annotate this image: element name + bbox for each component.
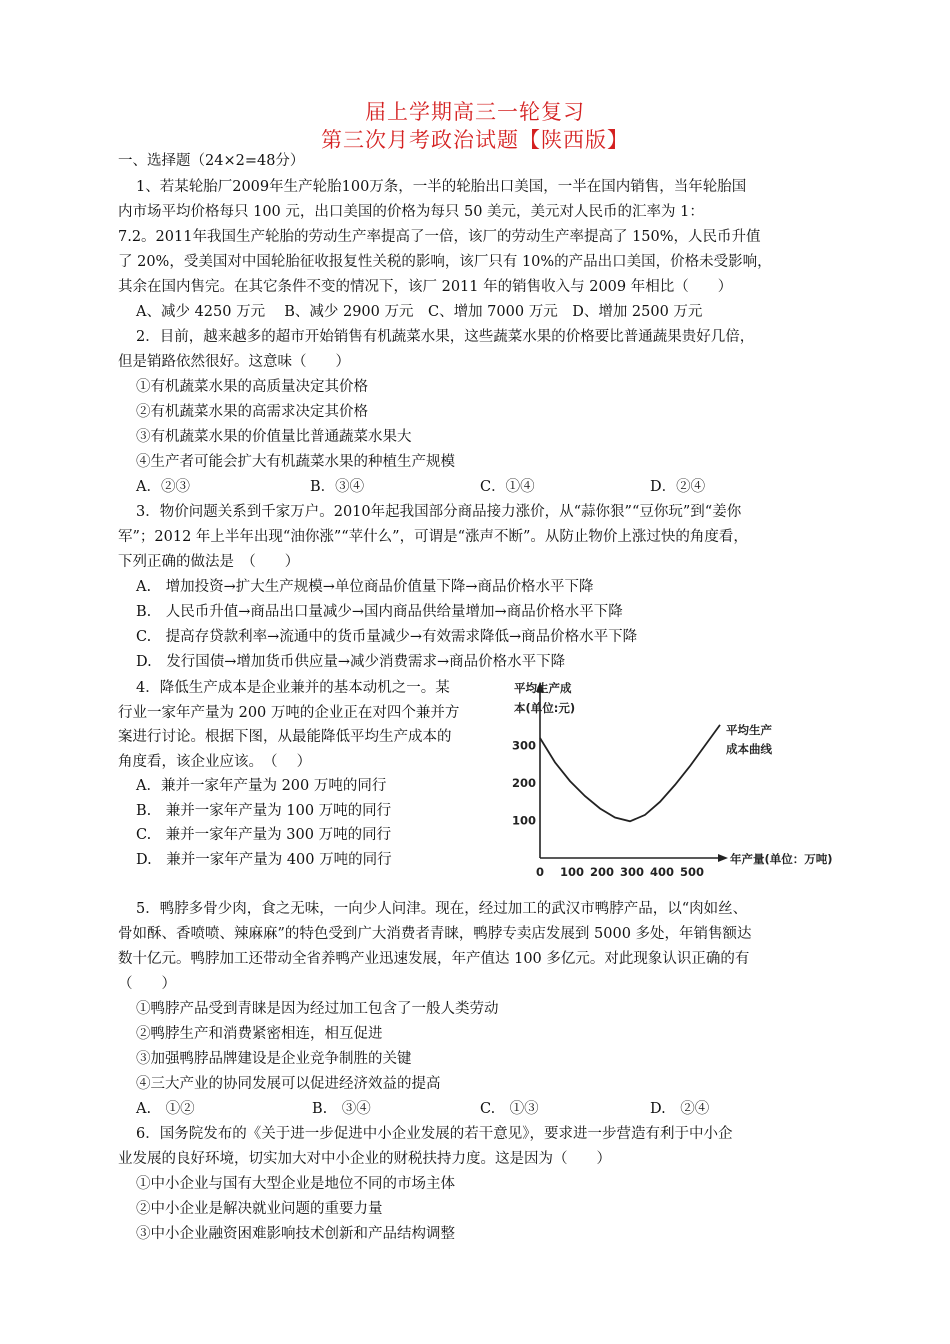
q4-option-a: A．兼并一家年产量为 200 万吨的同行 [136,778,387,794]
q6-line: 业发展的良好环境，切实加大对中小企业的财税扶持力度。这是因为（ ） [118,1151,611,1167]
x-tick-label: 500 [680,865,705,879]
q4-line: 角度看，该企业应该。 （ ） [118,753,312,770]
q1-line: 其余在国内售完。在其它条件不变的情况下，该厂 2011 年的销售收入与 2009 年相比（ ） [118,279,733,295]
q1-line: 1、若某轮胎厂2009年生产轮胎100万条，一半的轮胎出口美国，一半在国内销售，当年轮胎国 [136,179,747,195]
q2-option-a: A．②③ [136,479,190,495]
q3-line: 3．物价问题关系到千家万户。2010年起我国部分商品接力涨价，从“蒜你狠”“豆你玩”到“姜你 [136,504,742,520]
q6-line: 6．国务院发布的《关于进一步促进中小企业发展的若干意见》，要求进一步营造有利于中小企 [136,1126,733,1142]
q2-item: ①有机蔬菜水果的高质量决定其价格 [136,379,368,395]
x-axis-arrow [718,854,728,862]
average-cost-curve [540,725,720,821]
q5-option-b: B. ③④ [312,1101,371,1117]
q4-line: 4．降低生产成本是企业兼并的基本动机之一。某 [136,680,450,696]
q5-item: ②鸭脖生产和消费紧密相连，相互促进 [136,1026,383,1042]
q6-item: ②中小企业是解决就业问题的重要力量 [136,1201,383,1217]
q5-item: ④三大产业的协同发展可以促进经济效益的提高 [136,1076,441,1092]
q2-option-c: C．①④ [480,479,535,495]
x-tick-label: 400 [650,865,675,879]
q1-line: 了 20%，受美国对中国轮胎征收报复性关税的影响，该厂只有 10%的产品出口美国，价格未受影响， [118,254,772,270]
section-heading: 一、选择题（24×2=48分） [118,153,305,169]
q4-line: 行业一家年产量为 200 万吨的企业正在对四个兼并方 [118,704,460,721]
q4-option-b: B. 兼并一家年产量为 100 万吨的同行 [136,802,392,819]
q4-option-d: D. 兼并一家年产量为 400 万吨的同行 [136,851,392,868]
curve-label: 平均生产 [726,723,772,737]
q2-option-b: B．③④ [310,479,365,495]
q4-line: 案进行讨论。根据下图，从最能降低平均生产成本的 [118,729,452,745]
q5-option-d: D. ②④ [650,1101,710,1117]
y-tick-label: 100 [512,813,537,828]
q3-option-c: C. 提高存贷款利率→流通中的货币量减少→有效需求降低→商品价格水平下降 [136,629,638,645]
q5-line: （ ） [118,976,176,992]
q3-line: 军”；2012 年上半年出现“油你涨”“苹什么”，可谓是“涨声不断”。从防止物价上涨过快的角度看， [118,529,748,545]
q5-option-c: C. ①③ [480,1101,539,1117]
q4-option-c: C. 兼并一家年产量为 300 万吨的同行 [136,827,392,843]
y-tick-label: 300 [512,738,537,753]
q2-item: ③有机蔬菜水果的价值量比普通蔬菜水果大 [136,429,412,445]
q2-line: 2．目前，越来越多的超市开始销售有机蔬菜水果，这些蔬菜水果的价格要比普通蔬果贵好几倍， [136,329,755,345]
question-4 [118,676,503,872]
title-line-1: 届上学期高三一轮复习 [365,100,585,124]
q5-line: 5．鸭脖多骨少肉，食之无味，一向少人问津。现在，经过加工的武汉市鸭脖产品，以“肉如丝、 [136,901,748,917]
q1-options: A、减少 4250 万元 B、减少 2900 万元 C、增加 7000 万元 D、增加 2500 万元 [136,304,703,320]
x-tick-label: 200 [590,865,615,879]
q5-item: ③加强鸭脖品牌建设是企业竞争制胜的关键 [136,1051,412,1067]
title-line-2: 第三次月考政治试题【陕西版】 [321,128,629,152]
x-tick-label: 100 [560,865,585,879]
q5-line: 数十亿元。鸭脖加工还带动全省养鸭产业迅速发展，年产值达 100 多亿元。对此现象认识正确的有 [118,951,750,967]
average-cost-chart [508,678,848,883]
x-tick-label: 0 [536,865,545,879]
y-axis-label: 平均生产成 [514,681,572,695]
q3-option-b: B. 人民币升值→商品出口量减少→国内商品供给量增加→商品价格水平下降 [136,604,623,620]
y-tick-label: 200 [512,776,537,790]
q2-item: ④生产者可能会扩大有机蔬菜水果的种植生产规模 [136,454,455,470]
q2-line: 但是销路依然很好。这意味（ ） [118,354,350,370]
x-tick-label: 300 [620,865,645,879]
q5-line: 骨如酥、香喷喷、辣麻麻”的特色受到广大消费者青睐，鸭脖专卖店发展到 5000 多处，年销售额达 [118,926,752,942]
q3-line: 下列正确的做法是 （ ） [118,554,300,570]
curve-label: 成本曲线 [726,742,772,756]
y-axis-label: 本(单位:元) [514,701,576,715]
q1-line: 7.2。2011年我国生产轮胎的劳动生产率提高了一倍，该厂的劳动生产率提高了 150%，人民币升值 [118,229,761,245]
q6-item: ③中小企业融资困难影响技术创新和产品结构调整 [136,1226,455,1242]
q3-option-a: A. 增加投资→扩大生产规模→单位商品价值量下降→商品价格水平下降 [136,579,594,595]
q6-item: ①中小企业与国有大型企业是地位不同的市场主体 [136,1176,455,1192]
q5-option-a: A. ①② [136,1101,195,1117]
q3-option-d: D. 发行国债→增加货币供应量→减少消费需求→商品价格水平下降 [136,654,566,670]
q2-option-d: D．②④ [650,479,706,495]
q5-item: ①鸭脖产品受到青睐是因为经过加工包含了一般人类劳动 [136,1001,499,1017]
q1-line: 内市场平均价格每只 100 元，出口美国的价格为每只 50 美元，美元对人民币的汇率为 1： [118,204,704,220]
x-axis-label: 年产量(单位：万吨) [730,852,833,866]
q2-item: ②有机蔬菜水果的高需求决定其价格 [136,404,368,420]
